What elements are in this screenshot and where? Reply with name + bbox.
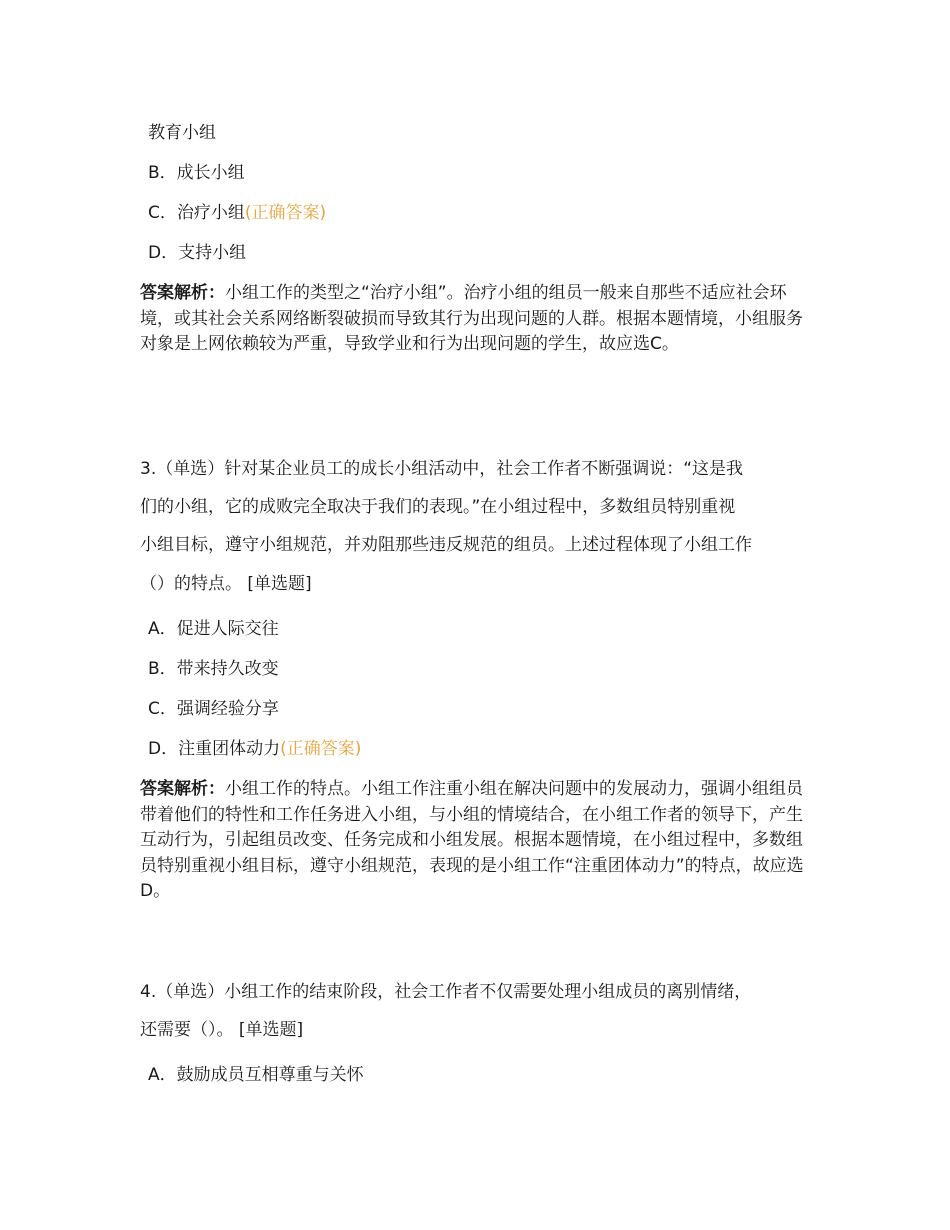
q3-option-d: D．注重团体动力(正确答案)	[148, 739, 362, 759]
option-b: B．成长小组	[148, 163, 245, 183]
option-c: C．治疗小组(正确答案)	[148, 203, 327, 223]
q3-option-a: A．促进人际交往	[148, 619, 279, 639]
analysis-text: 小组工作的类型之“治疗小组”。治疗小组的组员一般来自那些不适应社会环境，或其社会关系网络断裂破损而导致其行为出现问题的人群。根据本题情境，小组服务对象是上网依赖较为严重，导致学业和行为出现问题的学生，故应选C。	[140, 283, 803, 354]
q3-answer-analysis	[140, 777, 815, 905]
question-4-line-2: 还需要（）。 [单选题]	[140, 1020, 304, 1040]
question-4-line-1: 4.（单选）小组工作的结束阶段，社会工作者不仅需要处理小组成员的离别情绪，	[140, 982, 752, 1002]
analysis-label: 答案解析：	[140, 779, 225, 799]
analysis-label: 答案解析：	[140, 283, 225, 303]
question-3-line-1: 3.（单选）针对某企业员工的成长小组活动中，社会工作者不断强调说：“这是我	[140, 459, 744, 479]
option-a: 教育小组	[148, 123, 216, 143]
answer-analysis	[140, 281, 815, 358]
question-3-line-2: 们的小组，它的成败完全取决于我们的表现。”在小组过程中，多数组员特别重视	[140, 497, 736, 517]
analysis-text: 小组工作的特点。小组工作注重小组在解决问题中的发展动力，强调小组组员带着他们的特性和工作任务进入小组，与小组的情境结合，在小组工作者的领导下，产生互动行为，引起组员改变、任务完成和小组发展。根据本题情境，在小组过程中，多数组员特别重视小组目标，遵守小组规范，表现的是小组工作“注重团体动力”的特点，故应选D。	[140, 779, 804, 901]
q3-option-c: C．强调经验分享	[148, 699, 279, 719]
correct-answer-tag: (正确答案)	[244, 203, 327, 223]
correct-answer-tag: (正确答案)	[280, 739, 362, 759]
q3-option-b: B．带来持久改变	[148, 659, 279, 679]
question-3-line-3: 小组目标，遵守小组规范，并劝阻那些违反规范的组员。上述过程体现了小组工作	[140, 535, 752, 555]
question-3-line-4: （）的特点。 [单选题]	[140, 574, 312, 594]
q4-option-a: A．鼓励成员互相尊重与关怀	[148, 1065, 364, 1085]
option-d: D．支持小组	[148, 243, 247, 263]
